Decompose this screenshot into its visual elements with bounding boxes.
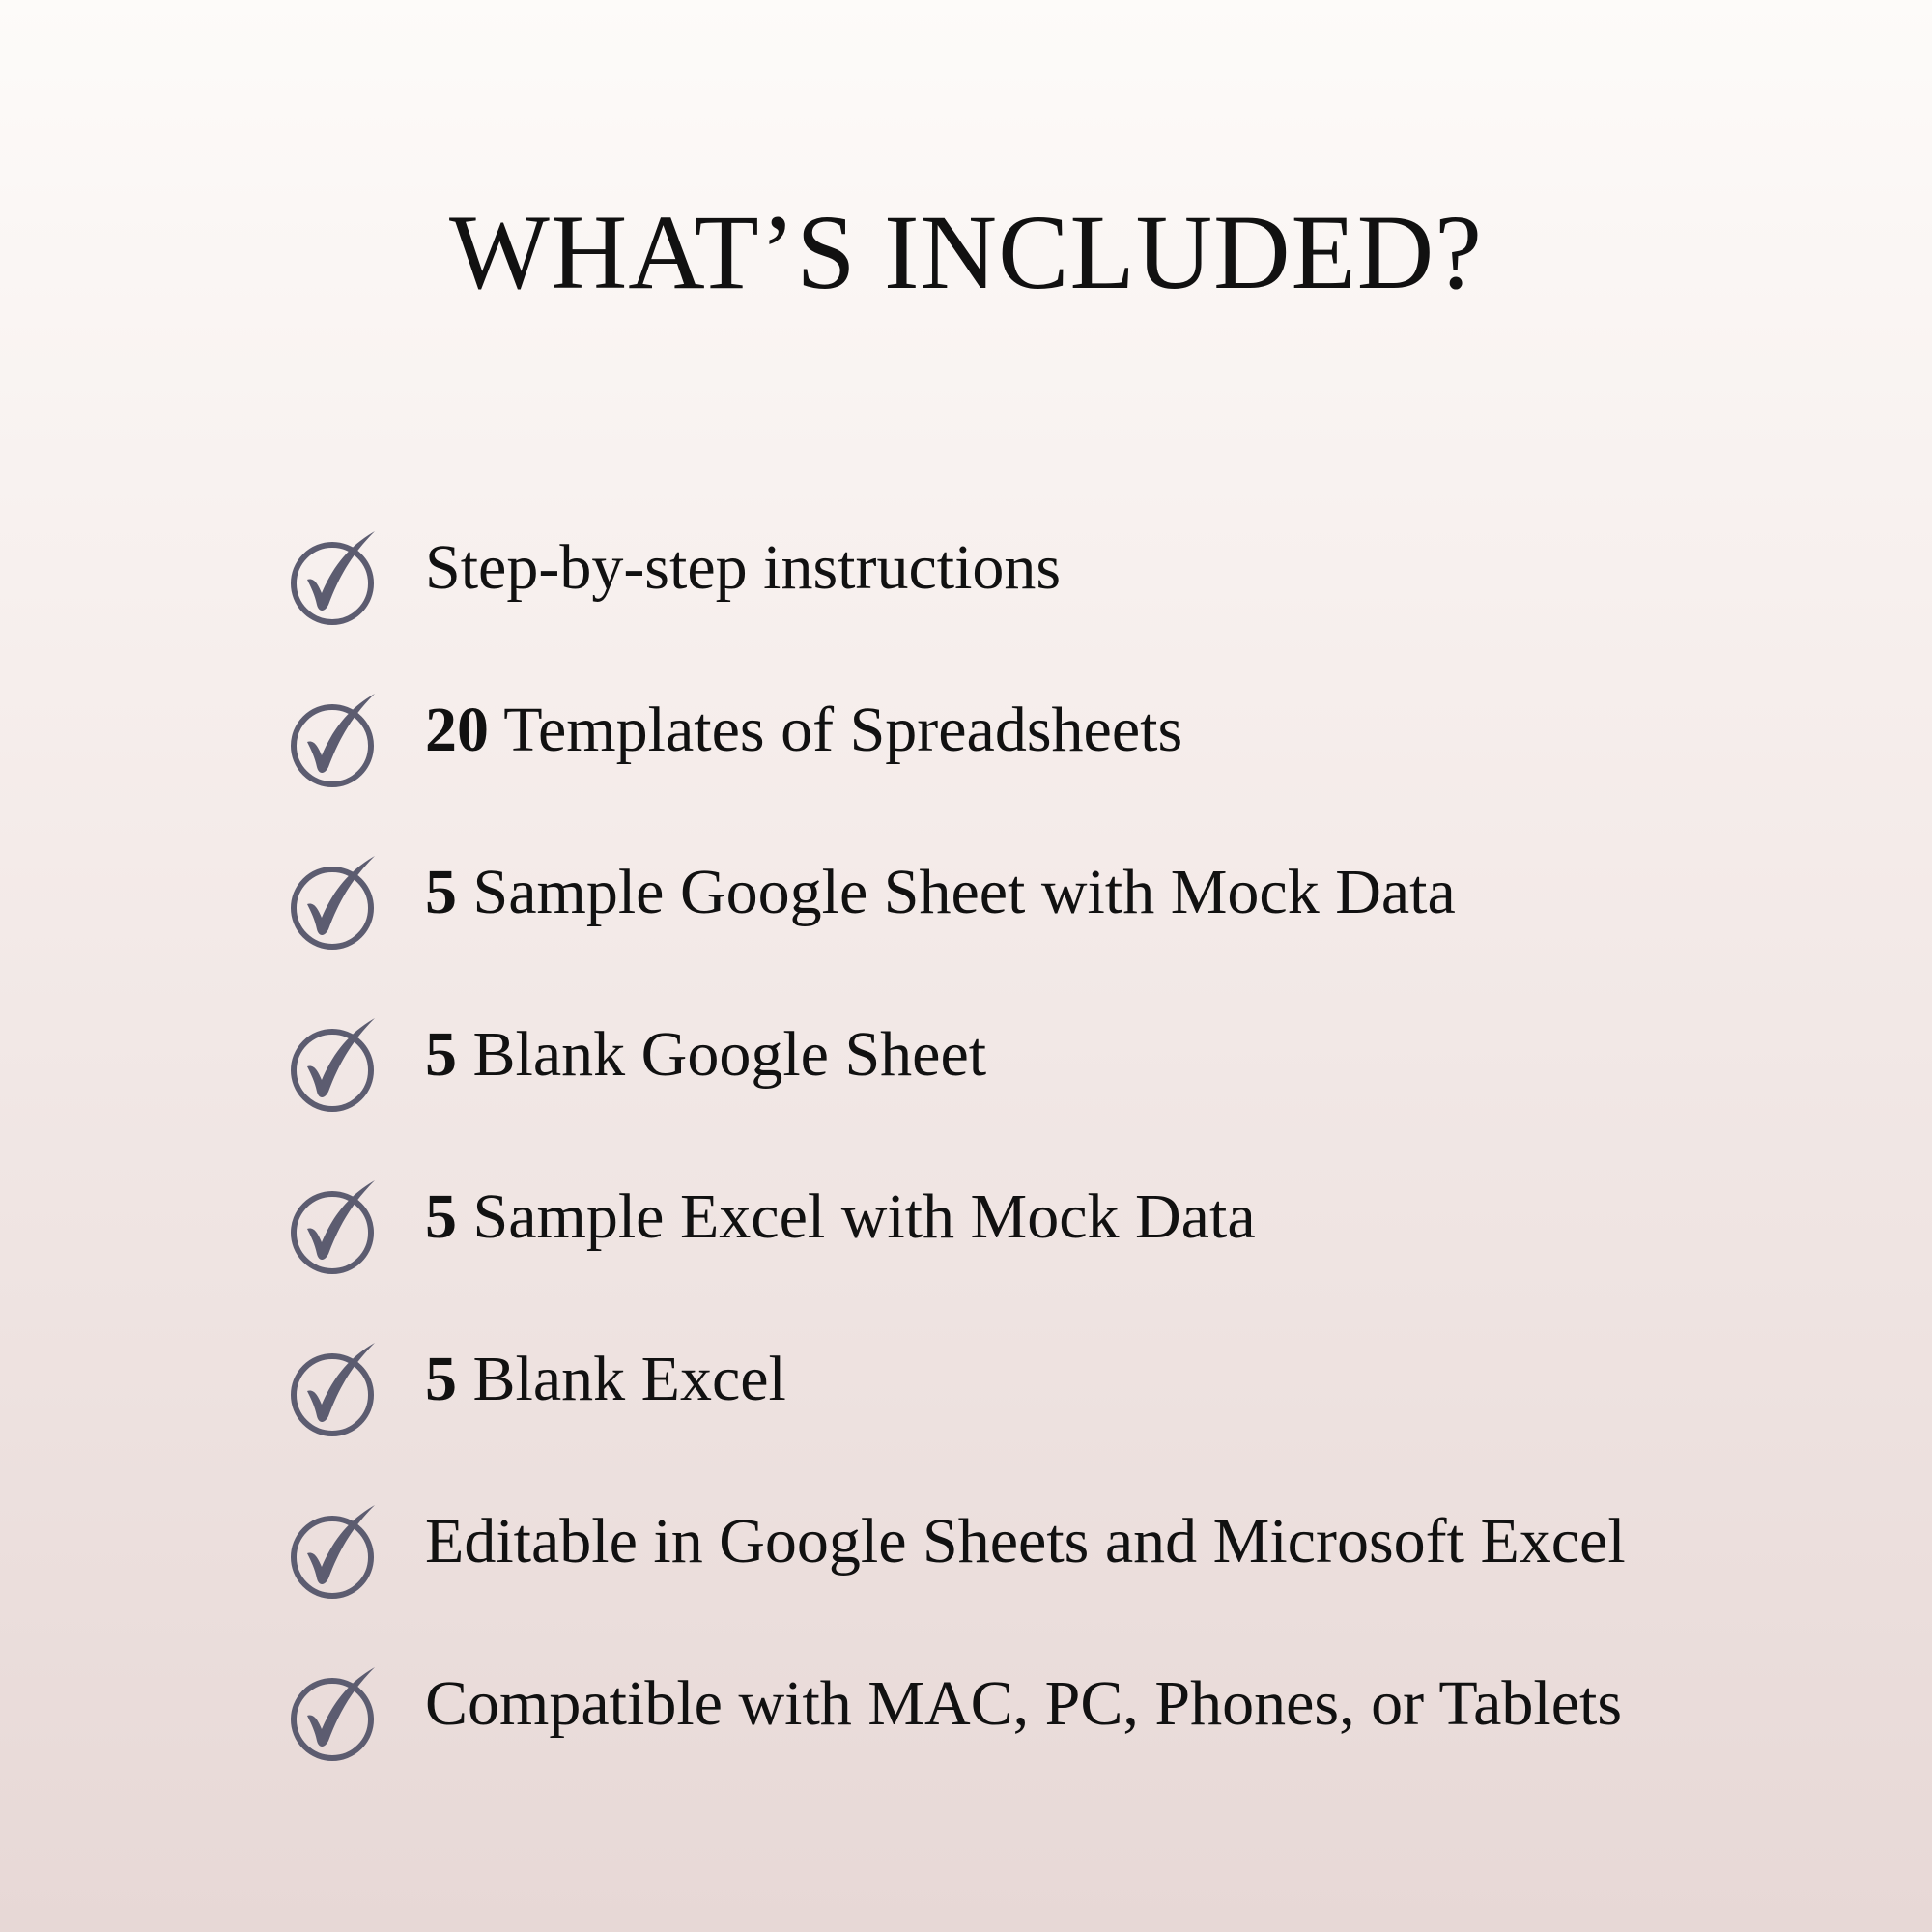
item-text: Templates of Spreadsheets [489, 695, 1183, 765]
list-item [290, 1333, 1739, 1495]
item-text: Blank Google Sheet [457, 1019, 987, 1090]
item-label [425, 522, 1061, 614]
included-list [290, 522, 1739, 1820]
check-circle-icon [290, 1665, 386, 1762]
item-count: 5 [425, 1181, 457, 1252]
list-item [290, 1658, 1739, 1820]
check-circle-icon [290, 854, 386, 951]
item-text: Editable in Google Sheets and Microsoft Excel [425, 1506, 1626, 1577]
item-text: Compatible with MAC, PC, Phones, or Tablets [425, 1668, 1623, 1739]
item-count: 5 [425, 1019, 457, 1090]
item-count: 20 [425, 695, 489, 765]
page-title: WHAT’S INCLUDED? [449, 193, 1483, 311]
check-circle-icon [290, 529, 386, 626]
check-circle-icon [290, 1503, 386, 1600]
list-item [290, 522, 1739, 684]
item-text: Blank Excel [457, 1344, 786, 1414]
item-text: Sample Excel with Mock Data [457, 1181, 1256, 1252]
list-item [290, 684, 1739, 846]
check-circle-icon [290, 692, 386, 788]
item-label [425, 684, 1182, 777]
item-text: Sample Google Sheet with Mock Data [457, 857, 1456, 927]
check-circle-icon [290, 1016, 386, 1113]
list-item [290, 1171, 1739, 1333]
check-circle-icon [290, 1179, 386, 1275]
item-count: 5 [425, 857, 457, 927]
check-circle-icon [290, 1341, 386, 1437]
item-label [425, 1333, 786, 1426]
list-item [290, 846, 1739, 1009]
item-count: 5 [425, 1344, 457, 1414]
item-label [425, 1658, 1622, 1750]
item-label [425, 1009, 986, 1101]
list-item [290, 1009, 1739, 1171]
item-label [425, 1495, 1626, 1588]
item-label [425, 1171, 1256, 1264]
item-text: Step-by-step instructions [425, 532, 1062, 603]
item-label [425, 846, 1456, 939]
list-item [290, 1495, 1739, 1658]
